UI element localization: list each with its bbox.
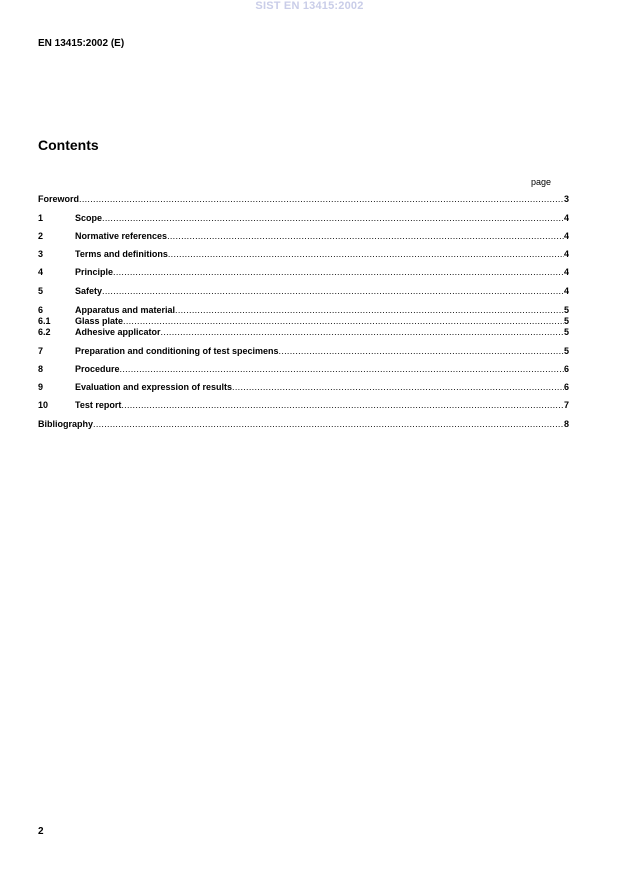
- toc-entry-title: Apparatus and material: [75, 305, 176, 315]
- dot-leader: [161, 327, 564, 338]
- dot-leader: [102, 286, 564, 297]
- toc-entry-title: Safety: [75, 286, 103, 296]
- toc-entry-page: 5: [563, 305, 569, 315]
- toc-entry-apparatus-and-material[interactable]: [38, 305, 569, 316]
- toc-entry-page: 4: [563, 286, 569, 296]
- toc-entry-page: 6: [563, 364, 569, 374]
- dot-leader: [168, 249, 564, 260]
- dot-leader: [79, 194, 564, 205]
- toc-entry-evaluation-and-expression[interactable]: [38, 382, 569, 393]
- toc-entry-page: 3: [563, 194, 569, 204]
- toc-entry-title: Terms and definitions: [75, 249, 168, 259]
- toc-entry-glass-plate[interactable]: [38, 316, 569, 327]
- dot-leader: [175, 305, 564, 316]
- toc-entry-title: Test report: [75, 400, 122, 410]
- toc-entry-page: 4: [563, 249, 569, 259]
- toc-entry-principle[interactable]: [38, 267, 569, 278]
- toc-entry-page: 4: [563, 213, 569, 223]
- toc-entry-bibliography[interactable]: [38, 419, 569, 430]
- toc-entry-number: 9: [38, 382, 44, 392]
- toc-entry-number: 8: [38, 364, 44, 374]
- dot-leader: [167, 231, 564, 242]
- toc-entry-page: 5: [563, 316, 569, 326]
- table-of-contents: [38, 0, 569, 877]
- toc-entry-page: 8: [563, 419, 569, 429]
- toc-entry-number: 6.1: [38, 316, 51, 326]
- toc-entry-title: Procedure: [75, 364, 120, 374]
- toc-entry-title: Foreword: [38, 194, 80, 204]
- page-column-label: page: [531, 177, 552, 187]
- contents-heading: Contents: [38, 137, 99, 153]
- dot-leader: [121, 400, 564, 411]
- toc-entry-number: 5: [38, 286, 44, 296]
- toc-entry-title: Bibliography: [38, 419, 94, 429]
- toc-entry-page: 4: [563, 231, 569, 241]
- document-id: EN 13415:2002 (E): [38, 38, 125, 49]
- toc-entry-terms-and-definitions[interactable]: [38, 249, 569, 260]
- dot-leader: [279, 346, 564, 357]
- toc-entry-procedure[interactable]: [38, 364, 569, 375]
- toc-entry-page: 5: [563, 327, 569, 337]
- toc-entry-title: Normative references: [75, 231, 168, 241]
- toc-entry-number: 10: [38, 400, 49, 410]
- dot-leader: [120, 364, 564, 375]
- toc-entry-number: 3: [38, 249, 44, 259]
- dot-leader: [232, 382, 564, 393]
- dot-leader: [123, 316, 564, 327]
- toc-entry-number: 6.2: [38, 327, 51, 337]
- toc-entry-title: Preparation and conditioning of test specimens: [75, 346, 279, 356]
- toc-entry-number: 4: [38, 267, 44, 277]
- toc-entry-page: 6: [563, 382, 569, 392]
- toc-entry-title: Evaluation and expression of results: [75, 382, 233, 392]
- toc-entry-page: 7: [563, 400, 569, 410]
- toc-entry-number: 1: [38, 213, 44, 223]
- toc-entry-title: Scope: [75, 213, 103, 223]
- toc-entry-page: 4: [563, 267, 569, 277]
- dot-leader: [93, 419, 564, 430]
- toc-entry-page: 5: [563, 346, 569, 356]
- toc-entry-number: 7: [38, 346, 44, 356]
- toc-entry-number: 6: [38, 305, 44, 315]
- toc-entry-preparation-and-conditioning[interactable]: [38, 346, 569, 357]
- toc-entry-test-report[interactable]: [38, 400, 569, 411]
- toc-entry-normative-references[interactable]: [38, 231, 569, 242]
- toc-entry-number: 2: [38, 231, 44, 241]
- dot-leader: [102, 213, 564, 224]
- toc-entry-foreword[interactable]: [38, 194, 569, 205]
- watermark: SIST EN 13415:2002: [255, 0, 364, 12]
- toc-entry-safety[interactable]: [38, 286, 569, 297]
- toc-entry-title: Principle: [75, 267, 114, 277]
- toc-entry-adhesive-applicator[interactable]: [38, 327, 569, 338]
- dot-leader: [113, 267, 564, 278]
- page-number: 2: [38, 826, 44, 837]
- toc-entry-scope[interactable]: [38, 213, 569, 224]
- toc-entry-title: Glass plate: [75, 316, 124, 326]
- toc-entry-title: Adhesive applicator: [75, 327, 161, 337]
